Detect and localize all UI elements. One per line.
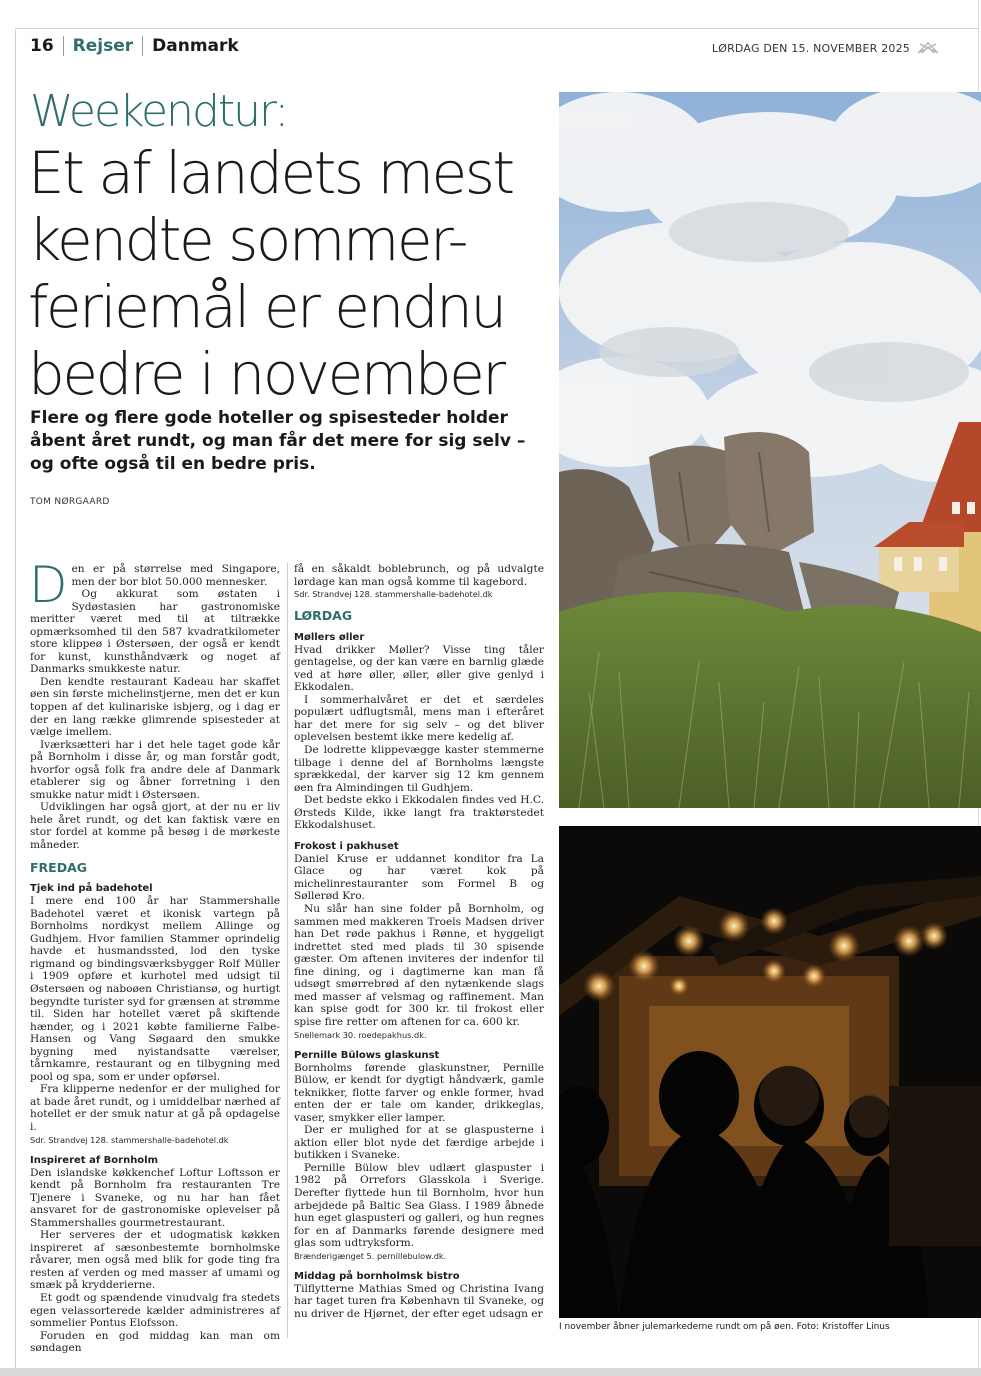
- body-paragraph: Foruden en god middag kan man om søndagen: [30, 1329, 280, 1355]
- body-paragraph: I sommerhalvåret er det et særdeles populært udflugtsmål, mens man i efteråret har det mere for sig selv – og det bliver oplevelsen bestemt ikke mere kedelig af.: [294, 693, 544, 744]
- landscape-photo: [559, 92, 981, 808]
- column-divider: [287, 563, 288, 1338]
- page-number: 16: [30, 36, 54, 56]
- headline-line: bedre i november: [28, 340, 504, 408]
- bottom-bar: [0, 1368, 981, 1376]
- header-divider: [142, 36, 143, 56]
- body-paragraph: Udviklingen har også gjort, at der nu er liv hele året rundt, og det kan faktisk være en stor fordel at komme på besøg i de mørkeste måneder.: [30, 801, 280, 852]
- subsection-name[interactable]: Danmark: [152, 36, 239, 56]
- venue-address: Brænderigænget 5. pernillebulow.dk.: [294, 1250, 447, 1261]
- christmas-market-photo: [559, 826, 981, 1318]
- body-paragraph: I mere end 100 år har Stammershalle Badehotel været et ikonisk vartegn på Bornholms nordkyst mellem Allinge og Gudhjem. Hvor familien Stammer oprindelig havde et husmandssted, lod den tyske rigmand og bindingsværksbygger Rolf Müller i 1909 opføre et kurhotel med udsigt til Østersøen og naboøen Christiansø, og hurtigt begyndte turister syd for grænsen at strømme til. Siden har hotellet været på skiftende hænder, og i 2021 købte familierne Falbe-Hansen og Vang Søgaard den smukke bygning med nyistandsatte værelser, tårnkamre, restaurant og en tilbygning med pool og spa, som er under opførsel.: [30, 895, 280, 1083]
- article-headline: [28, 140, 548, 408]
- subheading: Tjek ind på badehotel: [30, 883, 153, 895]
- byline: TOM NØRGAARD: [30, 497, 110, 507]
- drop-cap: D: [29, 556, 68, 614]
- body-paragraph: Den islandske køkkenchef Loftur Loftsson er kendt på Bornholm fra restauranten Tre Tjenere i Svaneke, og nu har han fået ansvaret for de gastronomiske oplevelser på Stammershalles gourmetrestaurant.: [30, 1166, 280, 1229]
- headline-line: Et af landets mest: [28, 139, 513, 207]
- intro-text: en er på størrelse med Singapore, men der bor blot 50.000 mennesker.: [71, 563, 280, 588]
- subheading: Møllers øller: [294, 631, 365, 643]
- article-deck: Flere og flere gode hoteller og spisesteder holder åbent året rundt, og man får det mere for sig selv – og ofte også til en bedre pris.: [30, 408, 526, 474]
- body-paragraph: De lodrette klippevægge kaster stemmerne tilbage i denne del af Bornholms længste sprækkedal, der karver sig 12 km gennem øen fra Almindingen til Gudhjem.: [294, 744, 544, 794]
- header-rule: [15, 28, 978, 29]
- body-paragraph: Og akkurat som østaten i Sydøstasien har gastronomiske meritter været med til at tiltrække opmærksomhed til den 587 kvadratkilometer store klippeø i Østersøen, der også er kendt for kunst, kunsthåndværk og noget af Danmarks smukkeste natur.: [30, 588, 280, 676]
- body-paragraph: Tilflytterne Mathias Smed og Christina Ivang har taget turen fra København til Svaneke, og nu driver de Hjørnet, der efter eget udsagn er: [294, 1282, 544, 1320]
- body-paragraph: Hvad drikker Møller? Visse ting tåler gentagelse, og der kan være en barnlig glæde ved at høre øller, øller, øller give genlyd i Ekkodalen.: [294, 643, 544, 694]
- subheading: Middag på bornholmsk bistro: [294, 1270, 460, 1282]
- article-kicker: Weekendtur:: [30, 86, 288, 137]
- headline-line: kendte sommer-: [28, 206, 467, 274]
- page-header: [30, 34, 239, 58]
- body-paragraph: Det bedste ekko i Ekkodalen findes ved H.C. Ørsteds Kilde, ikke langt fra traktørstedet Ekkodalshuset.: [294, 794, 544, 832]
- header-divider: [63, 36, 64, 56]
- body-paragraph: Pernille Bülow blev udlært glaspuster i 1982 på Orrefors Glasskola i Sverige. Derefter flyttede hun til Bornholm, hvor hun arbejdede på Baltic Sea Glass. I 1989 åbnede hun eget glaspusteri og galleri, og hun regnes for en af Danmarks førende designere med glas som udtryksform.: [294, 1161, 544, 1250]
- body-paragraph: Der er mulighed for at se glaspusterne i aktion eller blot nyde det færdige arbejde i butikken i Svaneke.: [294, 1124, 544, 1162]
- body-paragraph: Fra klipperne nedenfor er der mulighed for at bade året rundt, og i umiddelbar nærhed af hotellet er der smuk natur at gå på opdagelse i.: [30, 1083, 280, 1133]
- subheading: Pernille Bülows glaskunst: [294, 1049, 440, 1061]
- body-paragraph: Daniel Kruse er uddannet konditor fra La Glace og har været kok på michelinrestauranter som Formel B og Søllerød Kro.: [294, 852, 544, 903]
- body-paragraph: Bornholms førende glaskunstner, Pernille Bülow, er kendt for dygtigt håndværk, gamle teknikker, flotte farver og enkle former, hvad enten der er tale om kander, drikkeglas, vaser, smykker eller lamper.: [294, 1061, 544, 1124]
- page-margin-line: [15, 30, 16, 1376]
- issue-date: LØRDAG DEN 15. NOVEMBER 2025: [711, 41, 910, 55]
- body-paragraph: Den kendte restaurant Kadeau har skaffet øen sin første michelinstjerne, men det er kun toppen af det kulinariske isbjerg, og i dag er der en lang række glimrende spisesteder at vælge imellem.: [30, 675, 280, 739]
- headline-line: feriemål er endnu: [28, 273, 505, 341]
- day-heading-saturday: LØRDAG: [294, 608, 353, 624]
- venue-address: Sdr. Strandvej 128. stammershalle-badehotel.dk: [30, 1134, 229, 1145]
- article-column-2: [294, 563, 544, 1320]
- newspaper-logo-icon: [916, 41, 940, 55]
- body-paragraph: Her serveres der et udogmatisk køkken inspireret af sæsonbestemte bornholmske råvarer, men også med blik for gode ting fra resten af verden og med masser af umami og smæk på krydderierne.: [30, 1229, 280, 1292]
- body-paragraph: Iværksætteri har i det hele taget gode kår på Bornholm i disse år, og man forstår godt, hvorfor også folk fra andre dele af Danmark etablerer sig og åbner forretning i den smukke natur midt i Østersøen.: [30, 738, 280, 801]
- day-heading-friday: FREDAG: [30, 859, 88, 875]
- section-name[interactable]: Rejser: [72, 36, 134, 56]
- photo-caption: I november åbner julemarkederne rundt om på øen. Foto: Kristoffer Linus: [559, 1322, 890, 1332]
- subheading: Inspireret af Bornholm: [30, 1154, 159, 1166]
- subheading: Frokost i pakhuset: [294, 840, 399, 852]
- body-paragraph: Et godt og spændende vinudvalg fra stedets egen velassorterede kælder administreres af sommelier Pontus Elofsson.: [30, 1291, 280, 1330]
- intro-paragraph: [29, 556, 280, 614]
- body-paragraph: få en såkaldt boblebrunch, og på udvalgte lørdage kan man også komme til kagebord.: [294, 563, 544, 588]
- body-paragraph: Nu slår han sine folder på Bornholm, og sammen med makkeren Troels Madsen driver han Det røde pakhus i Rønne, et hyggeligt indrettet sted med plads til 30 spisende gæster. Om aftenen inviteres der indenfor til fine dining, og i dagtimerne kan man få udsøgt smørrebrød af den nytænkende slags med masser af velsmag og raffinement. Man kan spise godt for 300 kr. til frokost eller spise fire retter om aftenen for ca. 600 kr.: [294, 903, 544, 1028]
- venue-address: Snellemark 30. roedepakhus.dk.: [294, 1029, 427, 1040]
- venue-address: Sdr. Strandvej 128. stammershalle-badehotel.dk: [294, 589, 493, 600]
- dateline: [700, 41, 940, 55]
- article-column-1: [29, 556, 280, 1355]
